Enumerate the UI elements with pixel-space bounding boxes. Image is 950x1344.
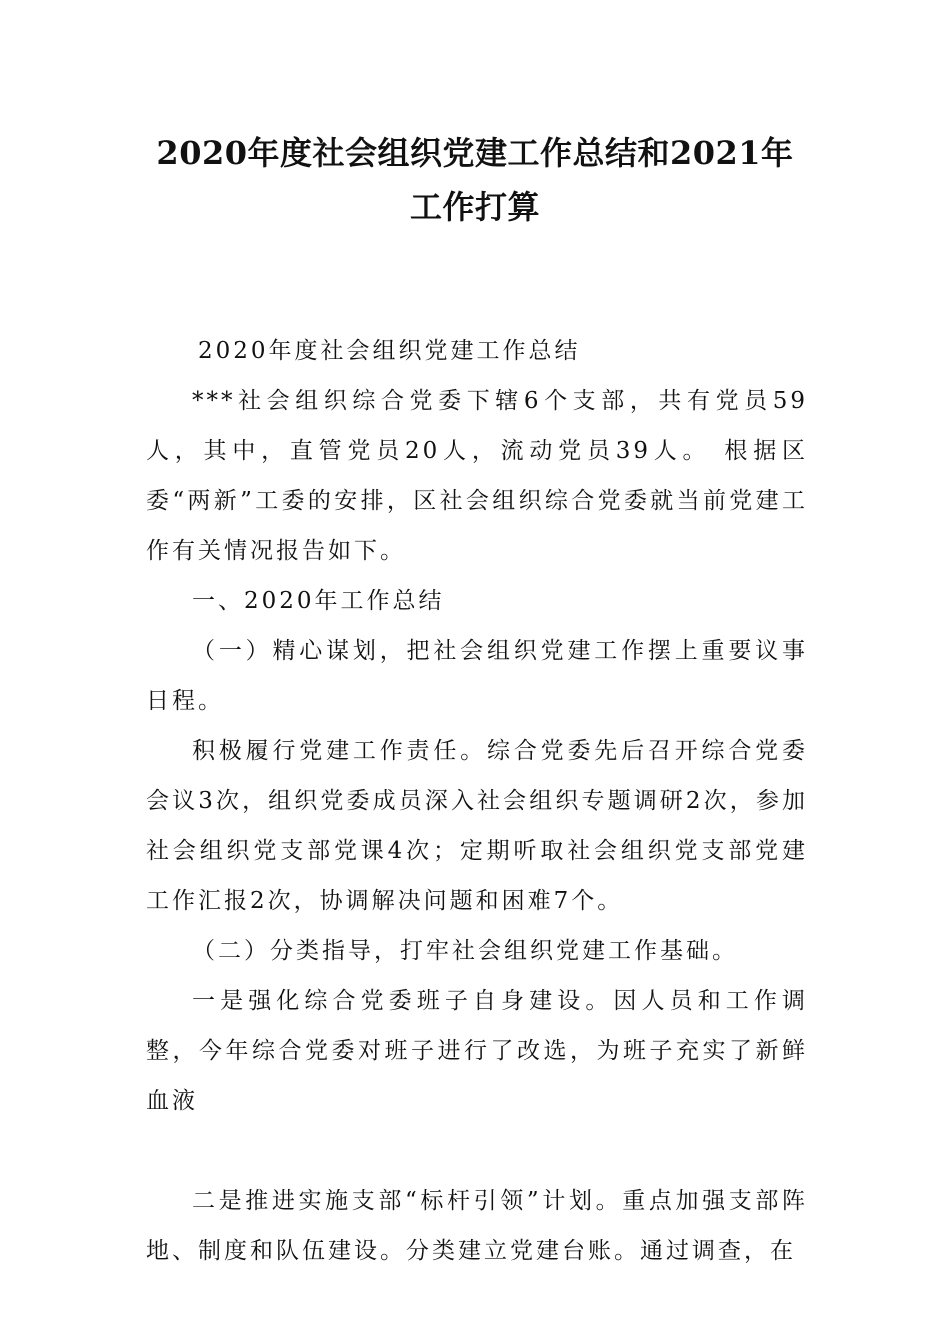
title-line-1: 2020年度社会组织党建工作总结和2021年 bbox=[156, 134, 794, 172]
paragraph-intro: ***社会组织综合党委下辖6个支部，共有党员59人，其中，直管党员20人，流动党员39人。 根据区委“两新”工委的安排，区社会组织综合党委就当前党建工作有关情况报告如下。 bbox=[146, 388, 808, 564]
subsection-heading-2: （二）分类指导，打牢社会组织党建工作基础。 bbox=[192, 938, 738, 964]
paragraph-benchmark-plan: 二是推进实施支部“标杆引领”计划。重点加强支部阵地、制度和队伍建设。分类建立党建台账。通过调查，在 bbox=[146, 1188, 808, 1264]
document-body bbox=[146, 326, 808, 1276]
document-title bbox=[100, 126, 850, 234]
paragraph-responsibility: 积极履行党建工作责任。综合党委先后召开综合党委会议3次，组织党委成员深入社会组织专题调研2次，参加社会组织党支部党课4次；定期听取社会组织党支部党建工作汇报2次，协调解决问题和困难7个。 bbox=[146, 738, 808, 914]
section-heading-1: 一、2020年工作总结 bbox=[192, 588, 445, 614]
paragraph-team-building: 一是强化综合党委班子自身建设。因人员和工作调整，今年综合党委对班子进行了改选，为班子充实了新鲜血液 bbox=[146, 988, 808, 1114]
title-line-2: 工作打算 bbox=[409, 188, 540, 226]
subsection-heading-1: （一）精心谋划，把社会组织党建工作摆上重要议事日程。 bbox=[146, 638, 808, 714]
paragraph-gap bbox=[146, 1126, 808, 1176]
section-subtitle: 2020年度社会组织党建工作总结 bbox=[198, 338, 581, 364]
